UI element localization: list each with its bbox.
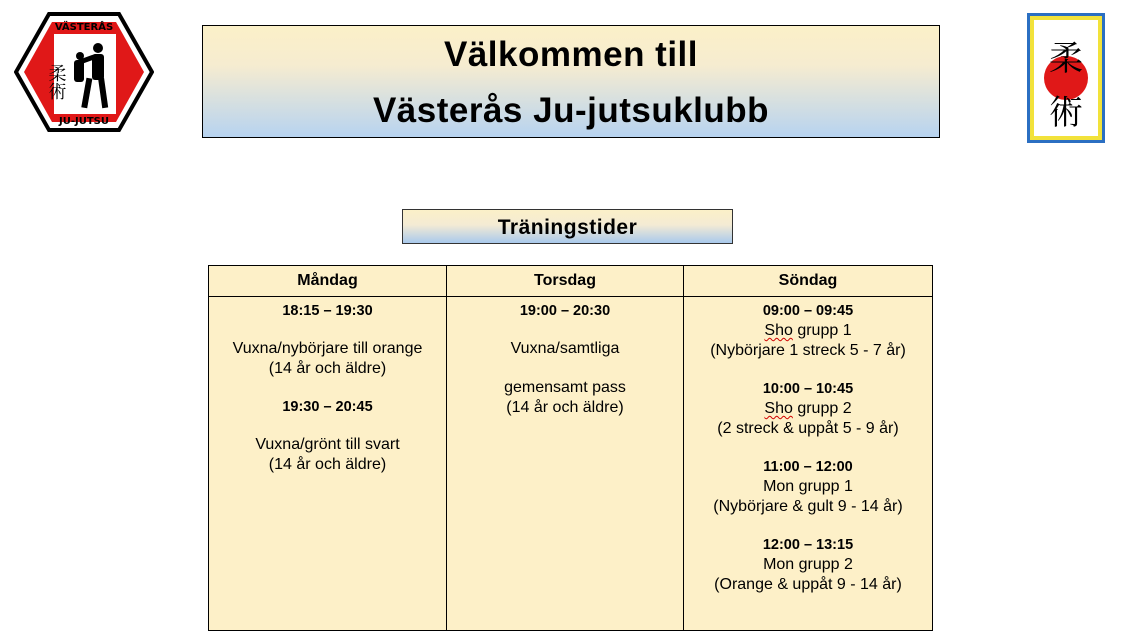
judo-hexagon-logo-icon (14, 12, 154, 132)
sunday-session-4-group: Mon grupp 2 (763, 556, 853, 573)
title-line-2: Västerås Ju-jutsuklubb (372, 91, 770, 130)
header-sunday: Söndag (684, 266, 933, 297)
training-times-heading (402, 209, 733, 244)
schedule-table (208, 265, 933, 631)
monday-session-2-group: Vuxna/grönt till svart (255, 436, 400, 453)
monday-cell (209, 297, 447, 631)
header-thursday: Torsdag (447, 266, 684, 297)
logo-right-glyph-2: 術 (1049, 93, 1083, 133)
title-line-1: Välkommen till (443, 35, 699, 74)
sunday-session-4-time: 12:00 – 13:15 (762, 537, 854, 553)
monday-session-2-age: (14 år och äldre) (268, 456, 387, 473)
thursday-cell (447, 297, 684, 631)
sunday-session-1-time: 09:00 – 09:45 (762, 303, 854, 319)
sunday-cell (684, 297, 933, 631)
logo-left-top-text: VÄSTERÅS (54, 22, 114, 33)
sunday-session-1-rest: grupp 1 (792, 322, 852, 339)
sunday-session-2-word: Sho (764, 400, 793, 417)
thursday-session-group: Vuxna/samtliga (510, 340, 620, 357)
red-circle-kanji-logo-icon (1026, 12, 1106, 144)
schedule-body-row (209, 297, 933, 631)
sunday-session-3-time: 11:00 – 12:00 (763, 459, 853, 475)
sunday-session-2-rest: grupp 2 (792, 400, 852, 417)
monday-session-1-group: Vuxna/nybörjare till orange (232, 340, 423, 357)
sunday-session-1-desc: (Nybörjare 1 streck 5 - 7 år) (710, 342, 906, 359)
sunday-session-4-desc: (Orange & uppåt 9 - 14 år) (714, 576, 902, 593)
logo-left-glyphs: 柔術 (45, 64, 67, 100)
header-monday: Måndag (209, 266, 447, 297)
thursday-session-time: 19:00 – 20:30 (519, 303, 611, 319)
logo-left-bottom-text: JU-JUTSU (59, 116, 109, 127)
sunday-session-3-group: Mon grupp 1 (763, 478, 853, 495)
sunday-session-1-word: Sho (764, 322, 793, 339)
logo-right-glyph-1: 柔 (1049, 39, 1083, 79)
sunday-session-3-desc: (Nybörjare & gult 9 - 14 år) (713, 498, 903, 515)
training-times-label: Träningstider (497, 216, 638, 239)
welcome-banner (202, 25, 940, 138)
monday-session-2-time: 19:30 – 20:45 (282, 399, 373, 415)
sunday-session-2-group (690, 399, 926, 419)
thursday-session-note: gemensamt pass (504, 379, 626, 396)
club-logo-left (14, 12, 154, 132)
sunday-session-2-time: 10:00 – 10:45 (762, 381, 854, 397)
monday-session-1-age: (14 år och äldre) (268, 360, 387, 377)
club-logo-right (1026, 12, 1106, 144)
monday-session-1-time: 18:15 – 19:30 (282, 303, 373, 319)
sunday-session-1-group (690, 321, 926, 341)
sunday-session-2-desc: (2 streck & uppåt 5 - 9 år) (717, 420, 899, 437)
schedule-header-row (209, 266, 933, 297)
thursday-session-age: (14 år och äldre) (506, 399, 624, 416)
